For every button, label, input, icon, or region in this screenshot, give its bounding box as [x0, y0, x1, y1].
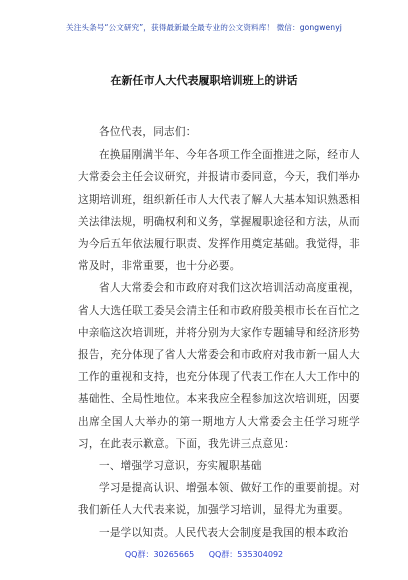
header-banner: 关注头条号“公文研究”，获得最新最全最专业的公文资料库！ 微信：gongwenyj: [66, 23, 342, 32]
qq-group-2[interactable]: QQ群：535304092: [208, 550, 284, 559]
paragraph-1: 在换届刚满半年、今年各项工作全面推进之际，经市人大常委会主任会议研究，并报请市委同意，今天，我们举办这期培训班，组织新任市人大代表了解人大基本知识熟悉相关法律法规，明确权利和义务，掌握履职途径和方法，从而为今后五年依法履行职责、发挥作用奠定基础。我觉得，非常及时，非常重要，也十分必要。: [78, 149, 360, 273]
paragraph-3: 学习是提高认识、增强本领、做好工作的重要前提。对我们新任人大代表来说，加强学习培训，显得尤为重要。: [78, 482, 360, 517]
salutation: 各位代表，同志们：: [99, 126, 197, 138]
section-heading-1: 一、增强学习意识，夯实履职基础: [99, 460, 262, 473]
paragraph-2: 省人大常委会和市政府对我们这次培训活动高度重视，省人大选任联工委吴会清主任和市政府殷美根市长在百忙之中亲临这次培训班，并将分别为大家作专题辅导和经济形势报告，充分体现了省人大常委会和市政府对我市新一届人大工作的重视和支持，也充分体现了代表工作在人大工作中的基础性、全局性地位。本来我应全程参加这次培训班，因要出席全国人大举办的第一期地方人大常委会主任学习班学习，在此表示歉意。下面，我先讲三点意见：: [78, 282, 360, 450]
paragraph-4: 一是学以知责。人民代表大会制度是我国的根本政治: [99, 526, 349, 539]
document-body: [78, 121, 360, 544]
document-title: 在新任市人大代表履职培训班上的讲话: [110, 74, 298, 87]
footer-qq-groups: [0, 549, 408, 560]
qq-group-1[interactable]: QQ群：30265665: [124, 550, 195, 559]
